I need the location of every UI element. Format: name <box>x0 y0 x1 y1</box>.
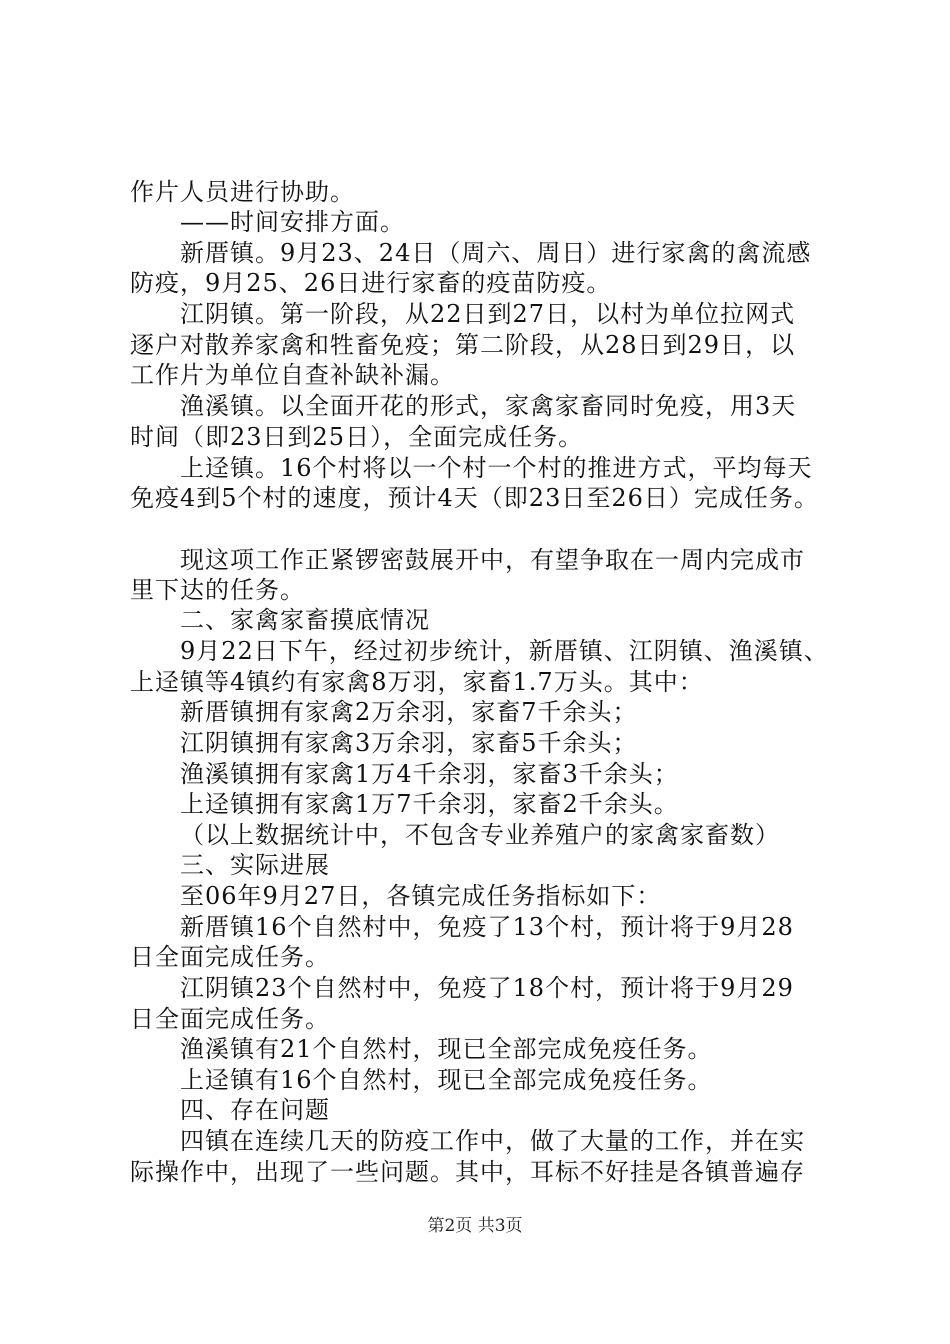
body-text-line: 新厝镇。9月23、24日（周六、周日）进行家禽的禽流感 <box>180 239 812 267</box>
body-text-line: 里下达的任务。 <box>130 576 305 604</box>
body-text-line: 江阴镇。第一阶段，从22日到27日，以村为单位拉网式 <box>180 300 796 328</box>
body-text-line: 现这项工作正紧锣密鼓展开中，有望争取在一周内完成市 <box>180 546 805 574</box>
body-text-line: 际操作中，出现了一些问题。其中，耳标不好挂是各镇普遍存 <box>130 1158 805 1186</box>
body-text-line: 渔溪镇。以全面开花的形式，家禽家畜同时免疫，用3天 <box>180 392 797 420</box>
body-text-line: 上迳镇有16个自然村，现已全部完成免疫任务。 <box>180 1066 713 1094</box>
body-text-line: 工作片为单位自查补缺补漏。 <box>130 361 455 389</box>
body-text-line: 渔溪镇有21个自然村，现已全部完成免疫任务。 <box>180 1035 713 1063</box>
section-heading-line: 二、家禽家畜摸底情况 <box>180 606 430 634</box>
body-text-line: 上迳镇拥有家禽1万7千余羽，家畜2千余头。 <box>180 790 679 818</box>
body-text-line: 作片人员进行协助。 <box>130 178 355 206</box>
body-text-line: 时间（即23日到25日），全面完成任务。 <box>130 423 584 451</box>
body-text-line: （以上数据统计中，不包含专业养殖户的家禽家畜数） <box>180 821 780 849</box>
body-text-line: 新厝镇16个自然村中，免疫了13个村，预计将于9月28 <box>180 913 794 941</box>
body-text-line: 至06年9月27日，各镇完成任务指标如下： <box>180 882 662 910</box>
body-text-line: 9月22日下午，经过初步统计，新厝镇、江阴镇、渔溪镇、 <box>180 637 829 665</box>
body-text-line: 防疫，9月25、26日进行家畜的疫苗防疫。 <box>130 269 612 297</box>
body-text-line: 江阴镇拥有家禽3万余羽，家畜5千余头； <box>180 729 638 757</box>
body-text-line: 上迳镇。16个村将以一个村一个村的推进方式，平均每天 <box>180 454 813 482</box>
section-heading-line: ——时间安排方面。 <box>180 208 405 236</box>
body-text-line: 江阴镇23个自然村中，免疫了18个村，预计将于9月29 <box>180 974 794 1002</box>
body-text-line: 渔溪镇拥有家禽1万4千余羽，家畜3千余头； <box>180 760 679 788</box>
body-text-line: 上迳镇等4镇约有家禽8万羽，家畜1.7万头。其中： <box>130 668 704 696</box>
body-text-line: 免疫4到5个村的速度，预计4天（即23日至26日）完成任务。 <box>130 484 819 512</box>
body-text-line: 逐户对散养家禽和牲畜免疫；第二阶段，从28日到29日，以 <box>130 331 796 359</box>
section-heading-line: 三、实际进展 <box>180 851 330 879</box>
body-text-line: 新厝镇拥有家禽2万余羽，家畜7千余头； <box>180 698 638 726</box>
body-text-line: 日全面完成任务。 <box>130 1005 330 1033</box>
body-text-line: 四镇在连续几天的防疫工作中，做了大量的工作，并在实 <box>180 1127 805 1155</box>
body-text-line: 日全面完成任务。 <box>130 943 330 971</box>
section-heading-line: 四、存在问题 <box>180 1096 330 1124</box>
page-number-footer: 第2页 共3页 <box>427 1216 523 1236</box>
